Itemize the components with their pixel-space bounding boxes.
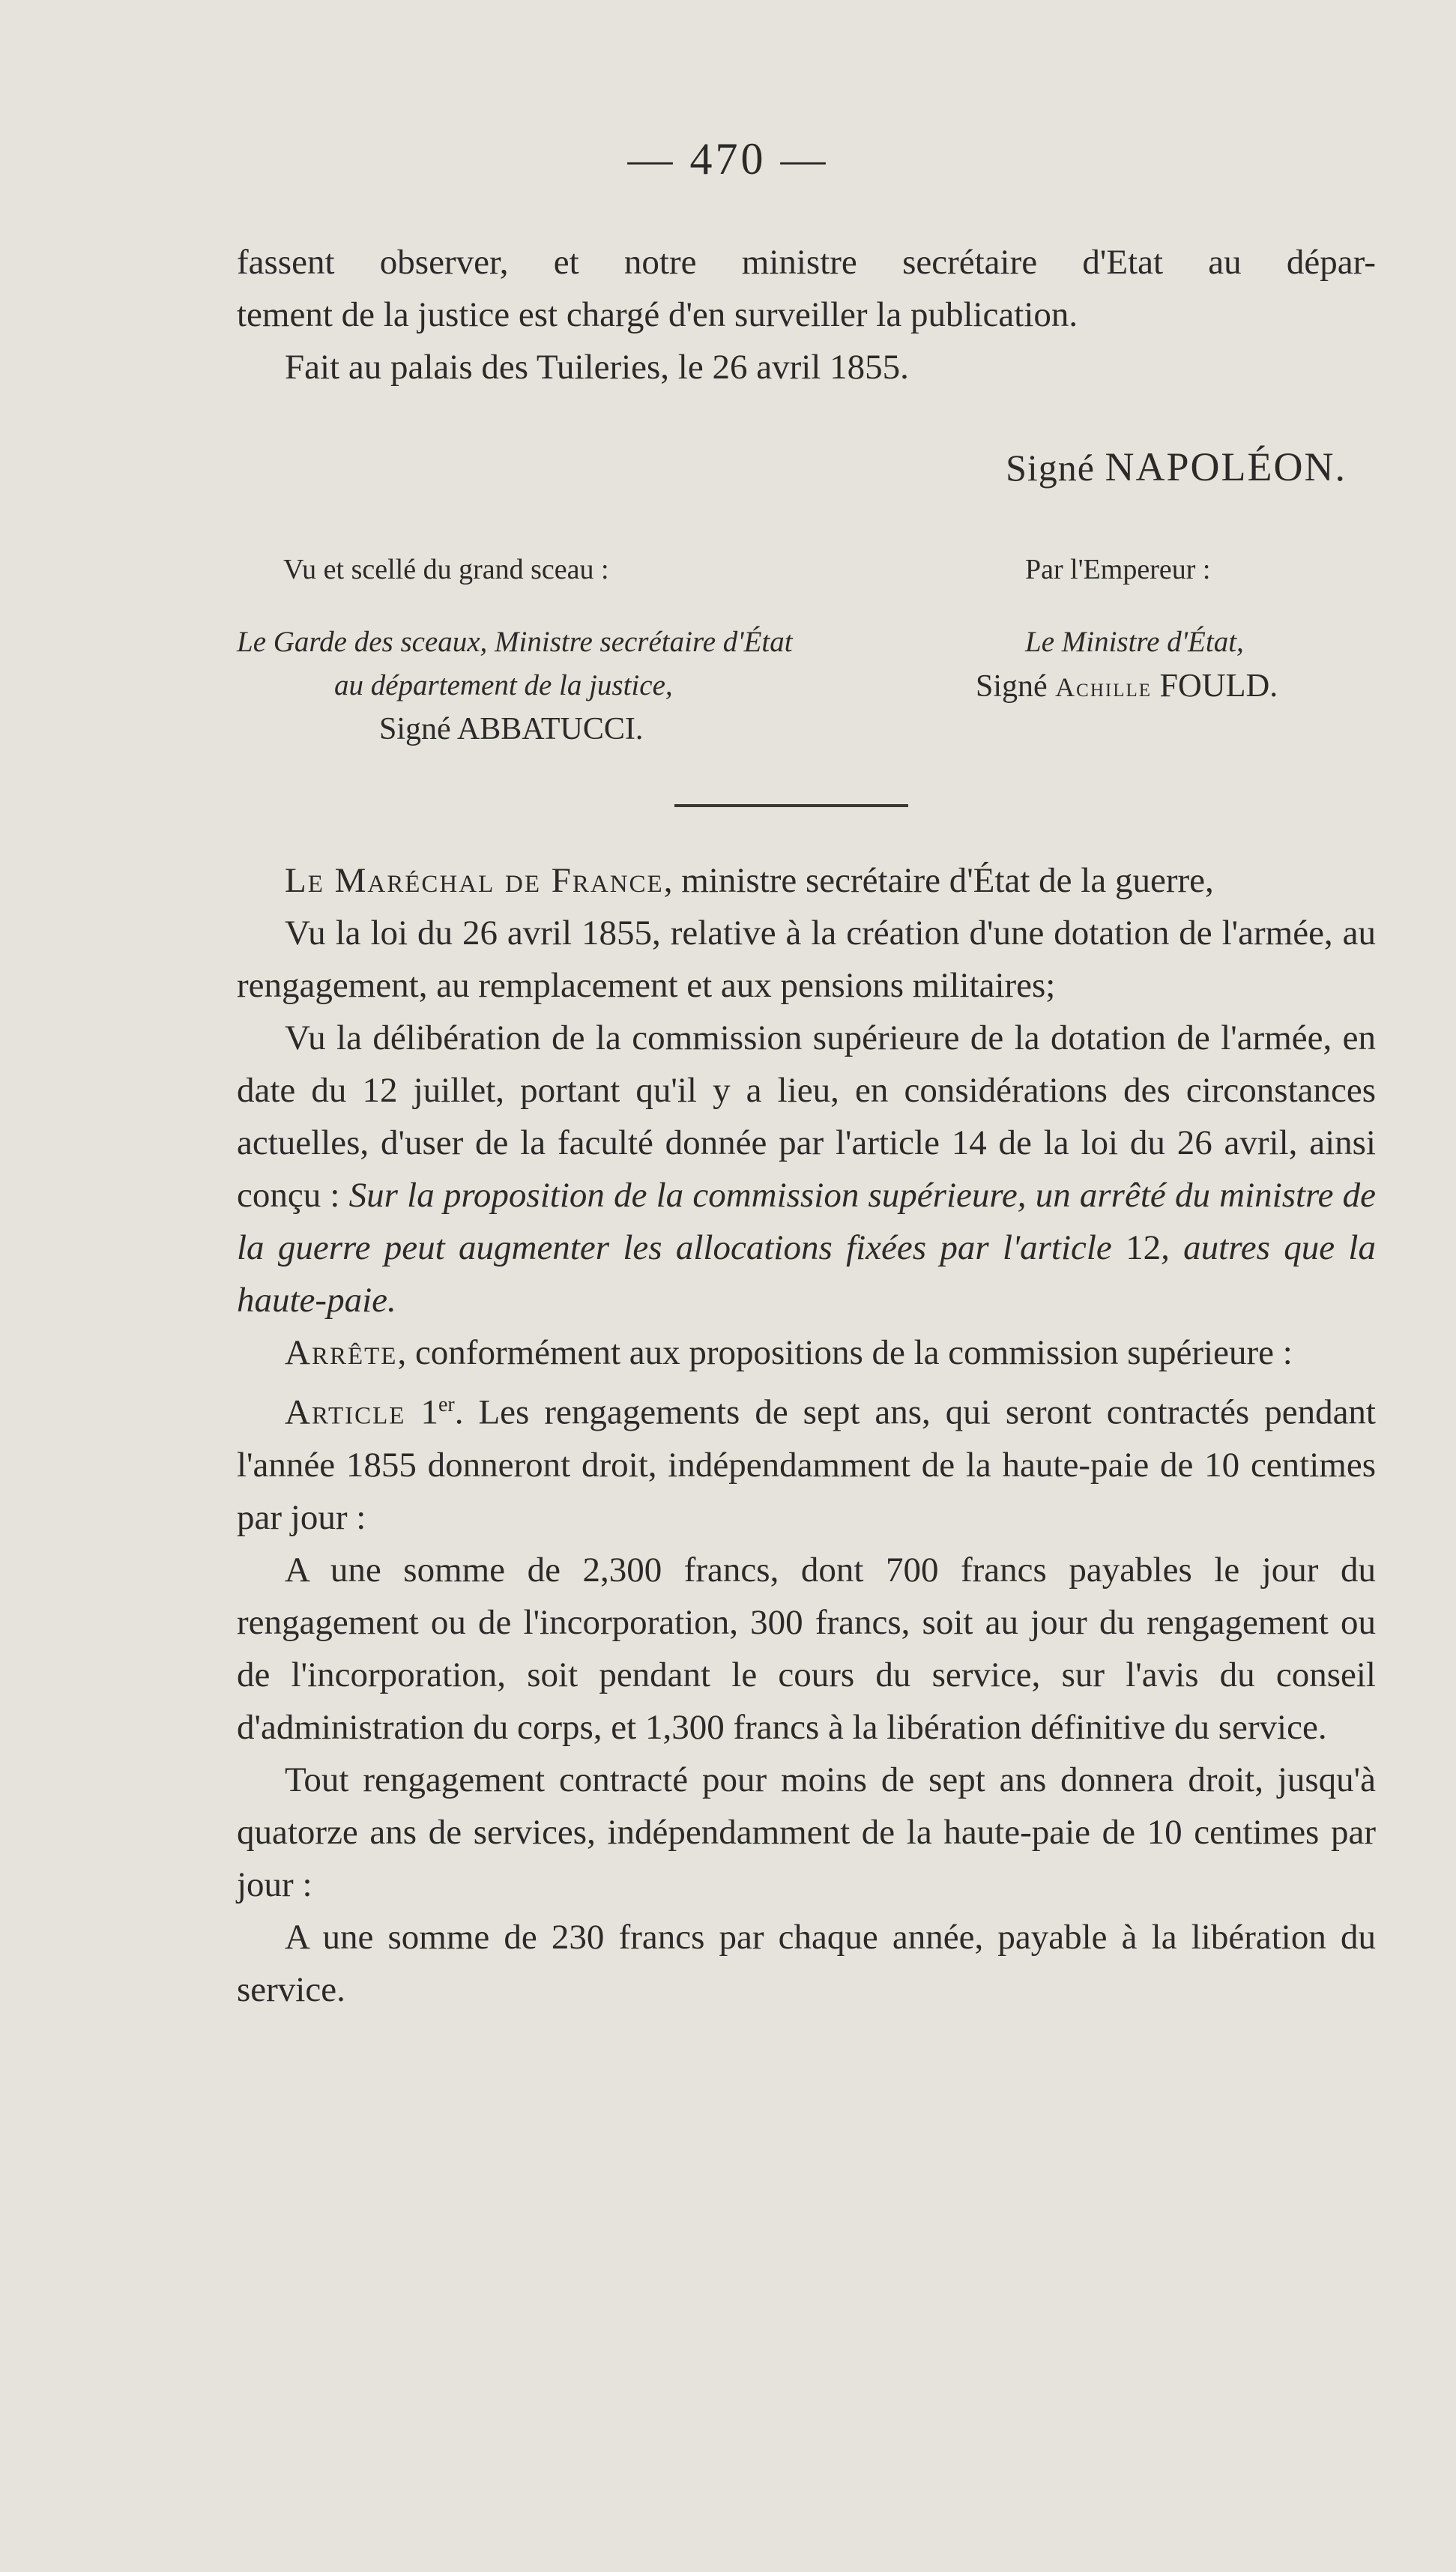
arrete-decision-title: Arrête	[285, 1333, 398, 1372]
opening-line-1: fassent observer, et notre ministre secrétaire d'Etat au dépar-	[237, 243, 1376, 282]
garde-signature-name: ABBATUCCI.	[456, 712, 644, 746]
article-1-label: Article	[285, 1392, 406, 1432]
article-1-number: 1	[420, 1392, 438, 1432]
arrete-vu-2	[237, 1012, 1376, 1326]
opening-line-3: Fait au palais des Tuileries, le 26 avril 1855.	[285, 348, 909, 387]
ministre-signature	[976, 664, 1395, 709]
garde-des-sceaux-block	[237, 621, 941, 751]
emperor-signature	[1006, 444, 1347, 490]
arrete-intro	[237, 854, 1376, 907]
article-1-paragraph-c: A une somme de 230 francs par chaque année, payable à la libération du service.	[237, 1917, 1376, 2009]
article-1-paragraph-b: Tout rengagement contracté pour moins de sept ans donnera droit, jusqu'à quatorze ans de services, indépendamment de la haute-paie de 10 centimes par jour :	[237, 1760, 1376, 1904]
ministre-title: Le Ministre d'État,	[1025, 626, 1244, 658]
garde-signature-prefix: Signé	[379, 712, 451, 746]
ministre-etat-block	[976, 621, 1395, 709]
ministre-signature-last: FOULD.	[1159, 667, 1278, 704]
emperor-signature-name: NAPOLÉON.	[1105, 444, 1347, 489]
arrete-decision-rest: , conformément aux propositions de la commission supérieure :	[397, 1333, 1293, 1372]
article-1-text: . Les rengagements de sept ans, qui seront contractés pendant l'année 1855 donneront droit, indépendamment de la haute-paie de 10 centimes par jour :	[237, 1392, 1376, 1537]
page-number: — 470 —	[627, 134, 829, 184]
arrete-intro-title: Le Maréchal de France	[285, 861, 664, 900]
arrete-text	[237, 854, 1376, 2016]
ministre-signature-first: Achille	[1055, 672, 1153, 702]
ministre-signature-prefix: Signé	[976, 669, 1048, 704]
arrete-vu-2-number: 12	[1126, 1228, 1162, 1267]
arrete-decision	[237, 1326, 1376, 1379]
arrete-vu-2-plain: Vu la délibération de la commission supérieure de la dotation de l'armée, en date du 12 juillet, portant qu'il y a lieu, en considérations des circonstances actuelles, d'user de la faculté donnée par l'article 14 de la loi du 26 avril, ainsi conçu :	[237, 1018, 1376, 1215]
emperor-signature-prefix: Signé	[1006, 447, 1095, 489]
arrete-vu-1: Vu la loi du 26 avril 1855, relative à la création d'une dotation de l'armée, au rengagement, au remplacement et aux pensions militaires;	[237, 914, 1376, 1005]
garde-signature	[237, 707, 941, 751]
garde-title-line-2: au département de la justice,	[334, 669, 673, 701]
seal-header: Vu et scellé du grand sceau :	[283, 554, 609, 585]
opening-line-2: tement de la justice est chargé d'en surveiller la publication.	[237, 295, 1078, 334]
opening-text	[237, 236, 1376, 393]
arrete-intro-rest: , ministre secrétaire d'État de la guerre,	[663, 861, 1214, 900]
emperor-header: Par l'Empereur :	[1025, 554, 1211, 585]
article-1-superscript: er	[438, 1393, 455, 1416]
article-1-paragraph-a: A une somme de 2,300 francs, dont 700 francs payables le jour du rengagement ou de l'incorporation, 300 francs, soit au jour du rengagement ou de l'incorporation, soit pendant le cours du service, sur l'avis du conseil d'administration du corps, et 1,300 francs à la libération définitive du service.	[237, 1550, 1376, 1747]
garde-title-line-1: Le Garde des sceaux, Ministre secrétaire d'État	[237, 626, 793, 658]
article-1	[237, 1379, 1376, 1544]
section-divider	[674, 804, 908, 807]
arrete-vu-2-quote: Sur la proposition de la commission supérieure, un arrêté du ministre de la guerre peut augmenter les allocations fixées par l'article	[237, 1176, 1376, 1267]
arrete-vu-2-quote-end: , autres que la haute-paie.	[237, 1228, 1376, 1320]
